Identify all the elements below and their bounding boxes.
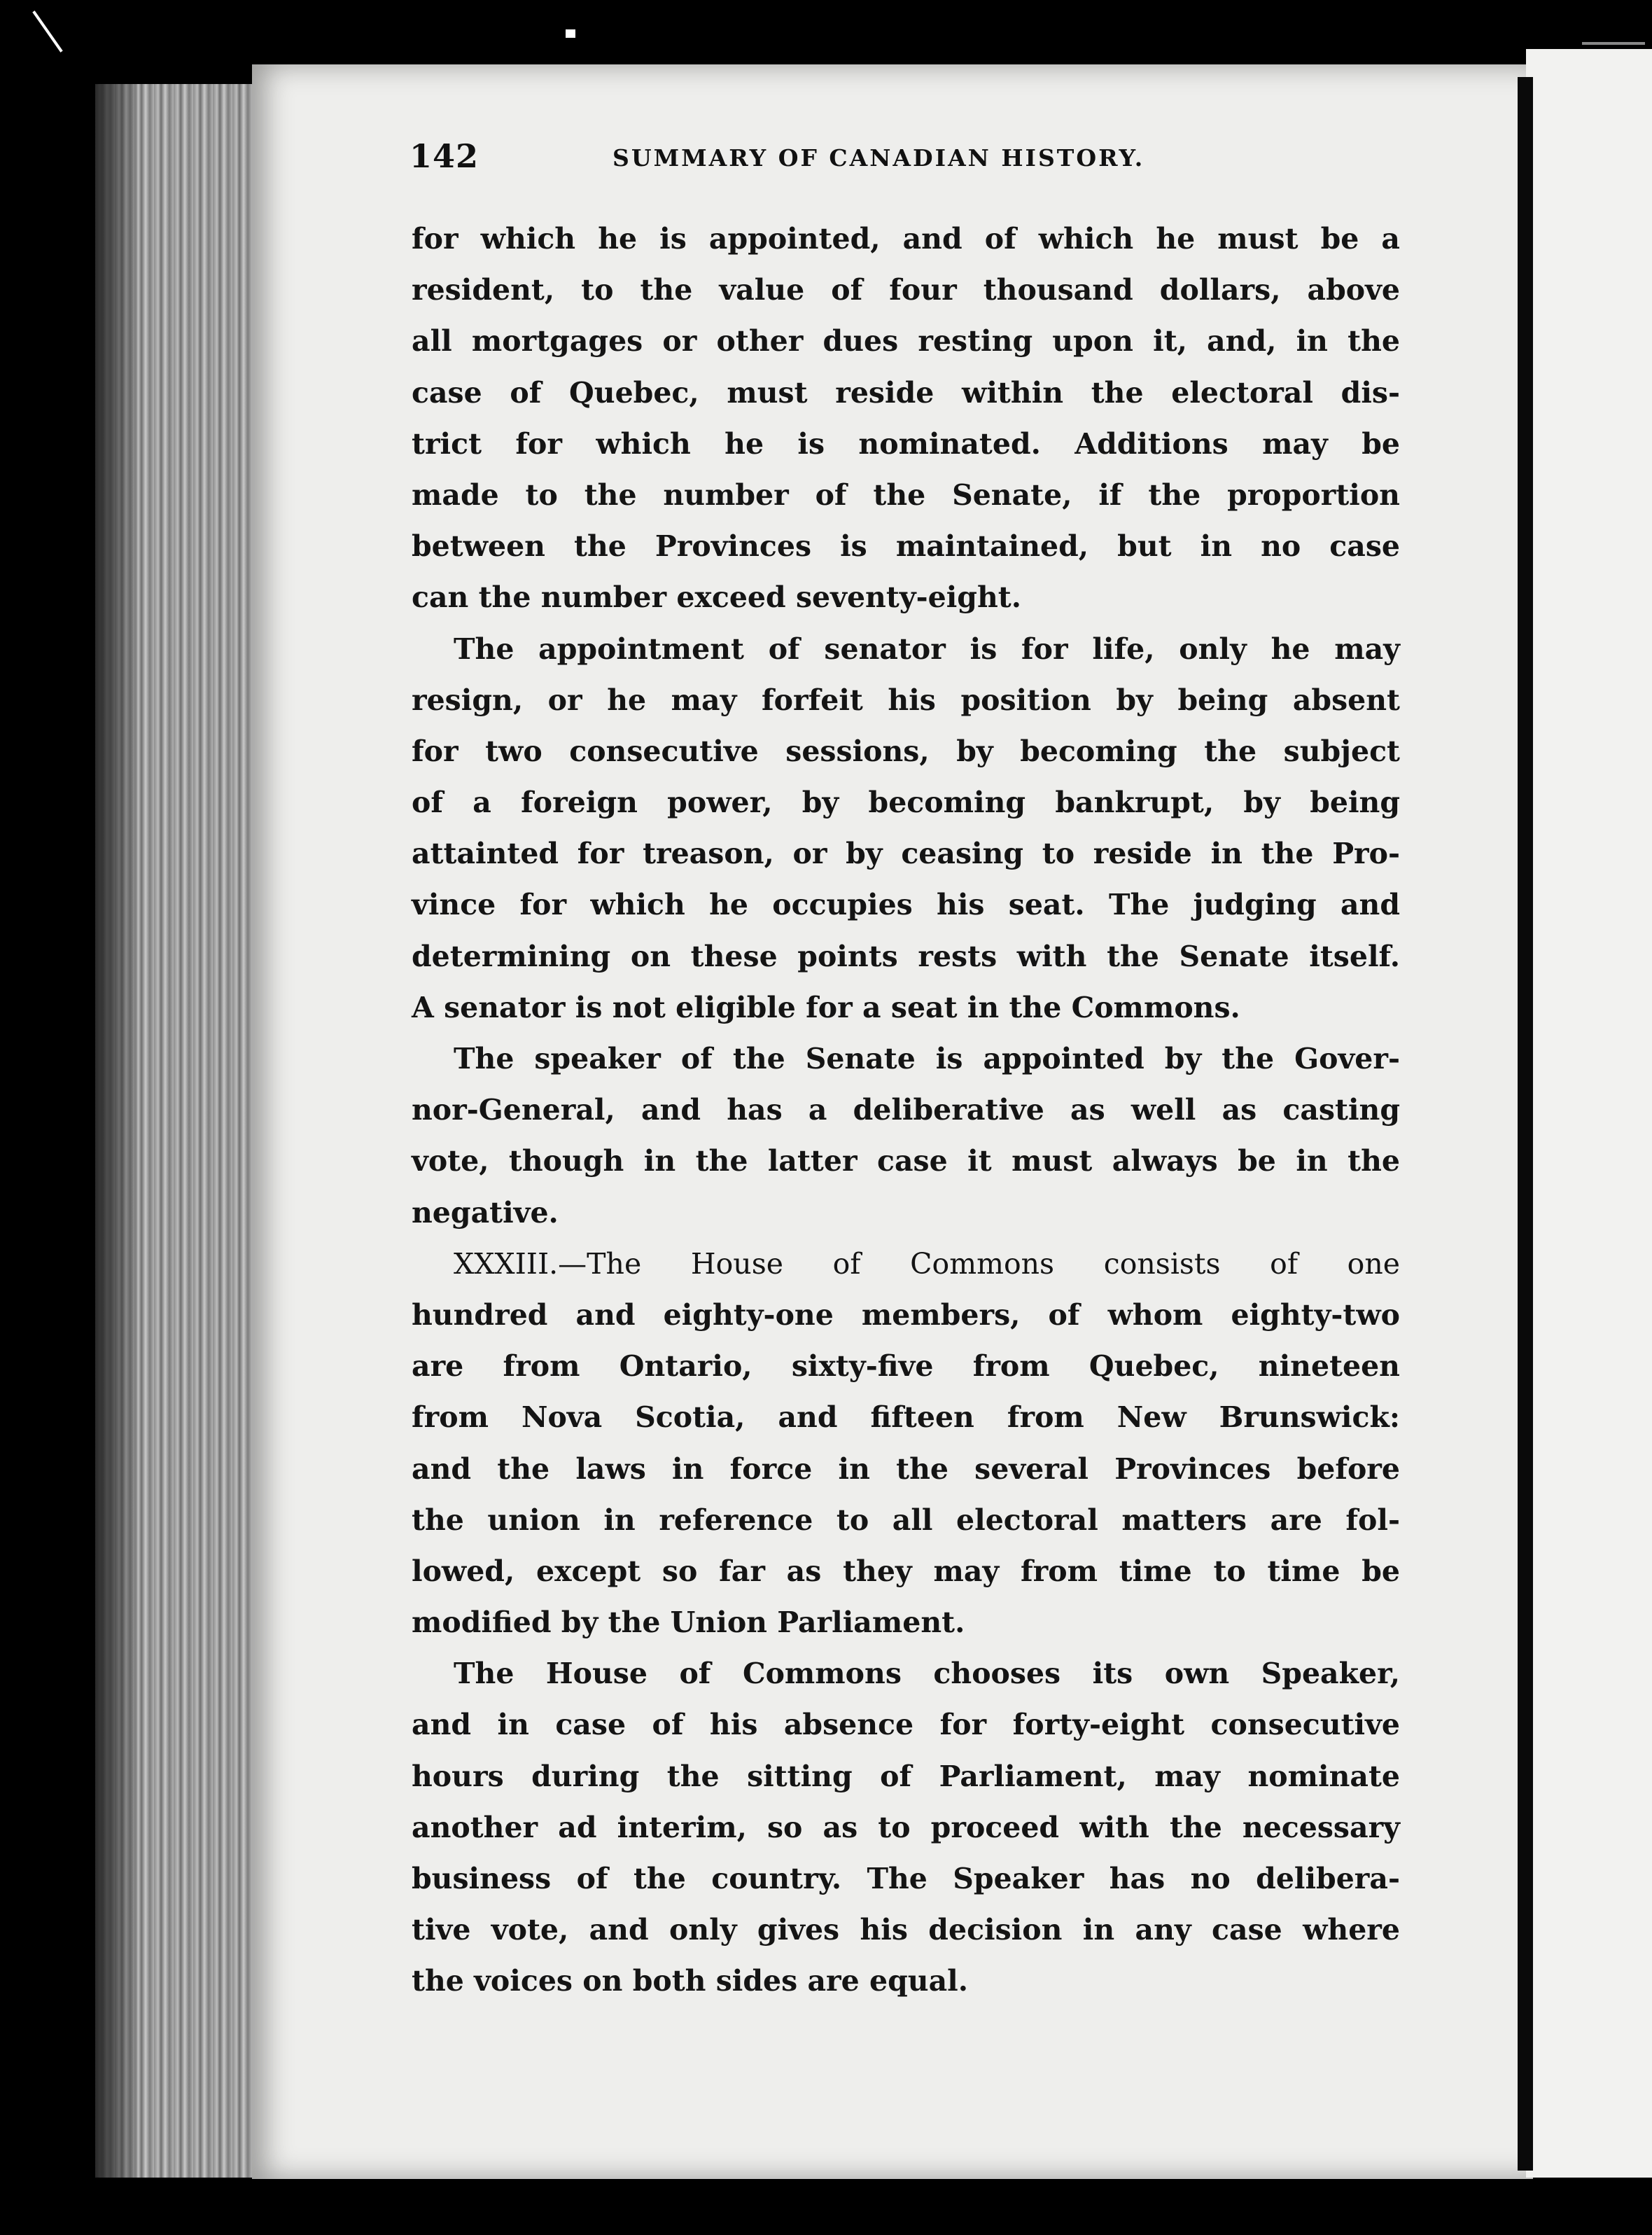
text-line: nor-General, and has a deliberative as well as casting	[412, 1093, 1400, 1127]
text-line: for which he is appointed, and of which he must be a	[412, 222, 1400, 256]
text-line: business of the country. The Speaker has no delibera-	[412, 1862, 1400, 1895]
text-line: The House of Commons chooses its own Speaker,	[454, 1657, 1400, 1691]
text-line: another ad interim, so as to proceed with the necessary	[412, 1810, 1400, 1844]
text-line: resign, or he may forfeit his position by being absent	[412, 683, 1400, 717]
text-line: attainted for treason, or by ceasing to reside in the Pro-	[412, 837, 1400, 871]
text-line: hours during the sitting of Parliament, may nominate	[412, 1759, 1400, 1793]
text-line: the voices on both sides are equal.	[412, 1964, 968, 1998]
text-line: for two consecutive sessions, by becoming the subject	[412, 734, 1400, 768]
text-line: A senator is not eligible for a seat in the Commons.	[412, 990, 1240, 1024]
text-line: trict for which he is nominated. Additions may be	[412, 426, 1400, 461]
text-line: between the Provinces is maintained, but in no case	[412, 529, 1400, 564]
text-line: lowed, except so far as they may from time to time be	[412, 1554, 1400, 1588]
text-line: determining on these points rests with the Senate itself.	[412, 939, 1400, 973]
page-header	[410, 137, 1404, 186]
text-line: negative.	[412, 1195, 559, 1230]
page-edge-shadow	[95, 84, 137, 2178]
text-line: made to the number of the Senate, if the proportion	[412, 478, 1400, 512]
text-line: XXXIII.—The House of Commons consists of one	[454, 1246, 1400, 1281]
scan-speck	[566, 29, 575, 38]
text-line: case of Quebec, must reside within the electoral dis-	[412, 375, 1400, 410]
text-line: The speaker of the Senate is appointed by the Gover-	[454, 1042, 1400, 1075]
text-line: modified by the Union Parliament.	[412, 1606, 965, 1640]
running-head: SUMMARY OF CANADIAN HISTORY.	[612, 144, 1145, 172]
text-line: vince for which he occupies his seat. The judging and	[412, 888, 1400, 922]
text-line: vote, though in the latter case it must always be in the	[412, 1144, 1400, 1178]
facing-page-edge	[1526, 49, 1652, 2178]
text-line: tive vote, and only gives his decision in any case where	[412, 1913, 1400, 1947]
text-line: can the number exceed seventy-eight.	[412, 580, 1021, 615]
scan-speck	[1582, 42, 1645, 45]
text-line: and the laws in force in the several Provinces before	[412, 1451, 1400, 1486]
text-line: The appointment of senator is for life, only he may	[454, 632, 1400, 666]
text-line: from Nova Scotia, and fifteen from New Brunswick:	[412, 1400, 1400, 1435]
text-line: are from Ontario, sixty-five from Quebec, nineteen	[412, 1349, 1400, 1384]
body-text	[412, 214, 1400, 2007]
text-line: of a foreign power, by becoming bankrupt, by being	[412, 786, 1400, 820]
text-line: resident, to the value of four thousand dollars, above	[412, 273, 1400, 307]
text-line: all mortgages or other dues resting upon it, and, in the	[412, 324, 1400, 358]
page-gutter	[1518, 77, 1533, 2171]
text-line: and in case of his absence for forty-eight consecutive	[412, 1708, 1400, 1742]
text-line: the union in reference to all electoral matters are fol-	[412, 1503, 1400, 1537]
page-number: 142	[410, 137, 479, 175]
text-line: hundred and eighty-one members, of whom eighty-two	[412, 1297, 1400, 1332]
